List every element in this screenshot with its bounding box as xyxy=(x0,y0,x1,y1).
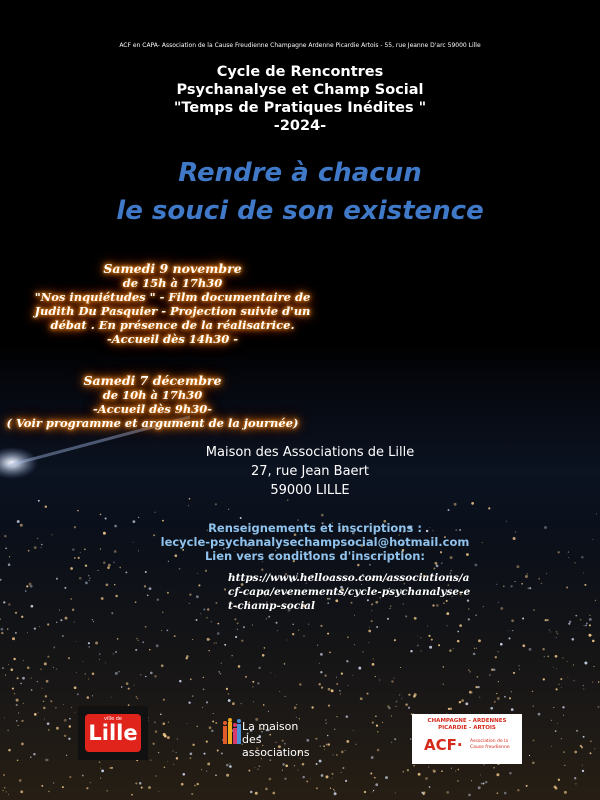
url-line-2[interactable]: cf-capa/evenements/cycle-psychanalyse-e xyxy=(228,586,471,598)
cycle-line-3: "Temps de Pratiques Inédites " xyxy=(173,100,427,116)
cycle-heading xyxy=(0,63,600,135)
lille-logo-main: Lille xyxy=(88,721,138,745)
registration-info xyxy=(110,521,520,563)
maison-label xyxy=(242,720,332,759)
main-title xyxy=(0,154,600,230)
venue-city: 59000 LILLE xyxy=(270,483,350,498)
acf-region-line-2: PICARDIE - ARTOIS xyxy=(438,725,496,731)
maison-des-associations-logo xyxy=(222,716,332,758)
ville-de-lille-logo xyxy=(78,706,148,760)
lille-logo-small: ville de xyxy=(103,716,123,722)
registration-email[interactable]: lecycle-psychanalysechampsocial@hotmail.com xyxy=(160,535,470,549)
acf-region xyxy=(412,718,522,732)
url-line-1[interactable]: https://www.helloasso.com/associations/a xyxy=(228,572,470,584)
registration-link-label: Lien vers conditions d'inscription: xyxy=(204,549,426,563)
event1-line-2: Judith Du Pasquier - Projection suivie d'un xyxy=(34,304,311,318)
event2-line-2: ( Voir programme et argument de la journée) xyxy=(6,416,299,430)
acf-initials: ACF· xyxy=(424,736,463,754)
cycle-line-4: -2024- xyxy=(273,118,327,134)
event1-line-4: -Accueil dès 14h30 - xyxy=(106,332,239,346)
venue xyxy=(160,443,460,500)
venue-street: 27, rue Jean Baert xyxy=(250,464,369,479)
event1-line-1: "Nos inquiétudes " - Film documentaire de xyxy=(34,290,311,304)
event1-line-3: débat . En présence de la réalisatrice. xyxy=(50,318,295,332)
event-december xyxy=(0,374,305,430)
event2-time: de 10h à 17h30 xyxy=(102,388,203,402)
venue-name: Maison des Associations de Lille xyxy=(205,445,415,460)
title-line-2: le souci de son existence xyxy=(116,196,484,226)
event-november xyxy=(0,262,345,346)
maison-line-2: des associations xyxy=(242,733,310,759)
lille-logo-box xyxy=(85,714,141,752)
event1-date: Samedi 9 novembre xyxy=(103,261,242,276)
maison-figures-icon xyxy=(222,718,242,746)
event2-line-1: -Accueil dès 9h30- xyxy=(92,402,213,416)
registration-heading: Renseignements et inscriptions : xyxy=(208,521,422,535)
cycle-line-2: Psychanalyse et Champ Social xyxy=(176,82,424,98)
event1-time: de 15h à 17h30 xyxy=(122,276,223,290)
header-association: ACF en CAPA- Association de la Cause Freudienne Champagne Ardenne Picardie Artois - 55, rue Jeanne D'arc 59000 Lille xyxy=(119,42,481,49)
cycle-line-1: Cycle de Rencontres xyxy=(216,64,384,80)
registration-url[interactable] xyxy=(228,571,528,613)
url-line-3[interactable]: t-champ-social xyxy=(228,600,315,612)
maison-line-1: La maison xyxy=(242,720,299,733)
acf-region-line-1: CHAMPAGNE - ARDENNES xyxy=(427,718,507,724)
title-line-1: Rendre à chacun xyxy=(178,158,422,188)
acf-subtitle: Association de la Cause freudienne xyxy=(470,739,510,750)
event2-date: Samedi 7 décembre xyxy=(83,373,222,388)
acf-logo xyxy=(412,714,522,764)
